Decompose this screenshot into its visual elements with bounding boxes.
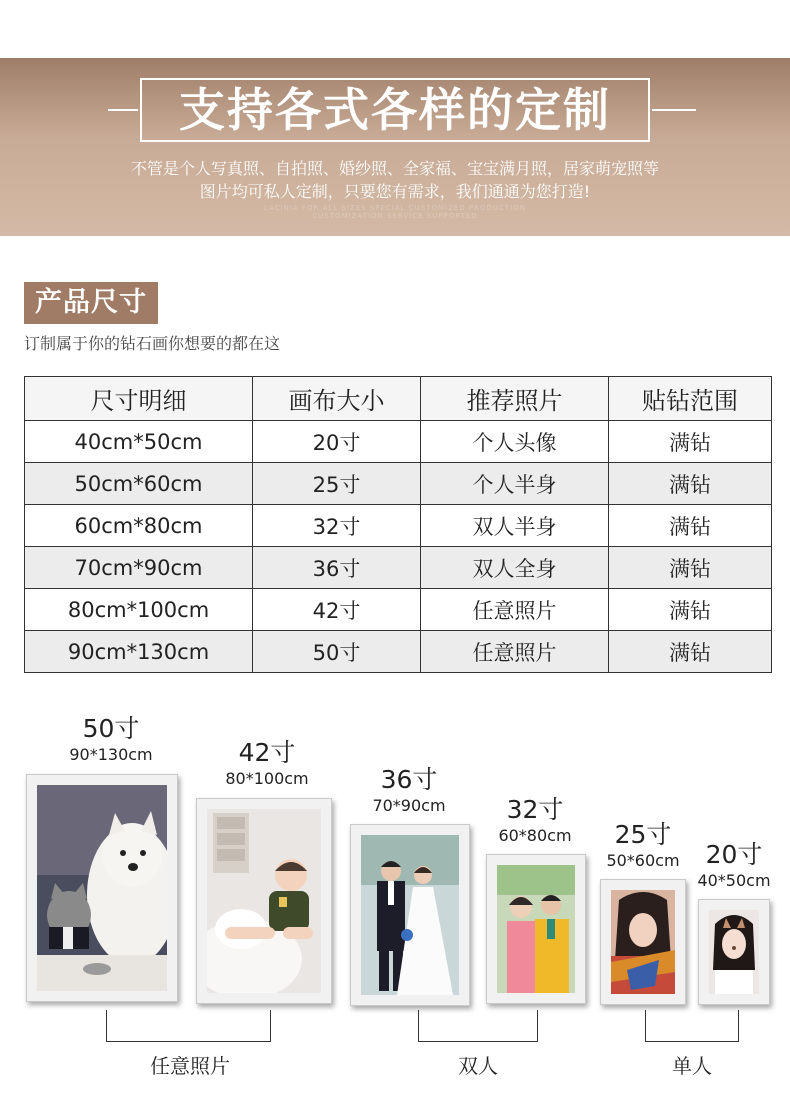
header-canvas-size: 画布大小 xyxy=(253,377,421,421)
cell-coverage: 满钻 xyxy=(609,463,772,505)
table-row xyxy=(25,631,772,673)
wedding-couple-photo xyxy=(361,835,459,995)
cell-photo-type: 个人半身 xyxy=(421,463,609,505)
frame-label-25 xyxy=(597,820,689,872)
cell-canvas: 36寸 xyxy=(253,547,421,589)
table-row xyxy=(25,505,772,547)
banner-description-line-1: 不管是个人写真照、自拍照、婚纱照、全家福、宝宝满月照，居家萌宠照等 xyxy=(130,159,659,178)
frame-cm-label: 50*60cm xyxy=(606,851,680,870)
header-size-detail: 尺寸明细 xyxy=(25,377,253,421)
cell-photo-type: 任意照片 xyxy=(421,631,609,673)
frame-inch-label: 32寸 xyxy=(506,795,564,824)
cell-size: 50cm*60cm xyxy=(25,463,253,505)
banner-right-rule xyxy=(652,109,696,111)
table-row xyxy=(25,463,772,505)
banner-left-rule xyxy=(108,109,138,111)
size-table xyxy=(24,376,772,673)
cell-canvas: 25寸 xyxy=(253,463,421,505)
frame-cm-label: 90*130cm xyxy=(69,745,153,764)
cell-size: 60cm*80cm xyxy=(25,505,253,547)
banner-title: 支持各式各样的定制 xyxy=(179,83,611,137)
header-recommended-photo: 推荐照片 xyxy=(421,377,609,421)
frame-label-20 xyxy=(690,840,778,892)
woman-half-body-photo xyxy=(611,890,675,994)
frame-50-inch xyxy=(26,774,178,1002)
cell-coverage: 满钻 xyxy=(609,505,772,547)
banner-watermark-text xyxy=(0,204,790,220)
frame-inch-label: 36寸 xyxy=(380,765,438,794)
frame-32-inch xyxy=(486,854,586,1004)
frame-label-50 xyxy=(46,714,176,766)
header-diamond-coverage: 贴钻范围 xyxy=(609,377,772,421)
group-label-single: 单人 xyxy=(672,1054,712,1078)
frame-25-inch xyxy=(600,879,686,1005)
table-header-row xyxy=(25,377,772,421)
banner-watermark-line-2: CUSTOMIZATION SERVICE SUPPORTED xyxy=(312,212,478,220)
section-title-badge: 产品尺寸 xyxy=(24,282,158,324)
cell-size: 80cm*100cm xyxy=(25,589,253,631)
frame-inch-label: 50寸 xyxy=(82,714,140,743)
cell-photo-type: 个人头像 xyxy=(421,421,609,463)
customization-banner xyxy=(0,58,790,236)
cell-canvas: 32寸 xyxy=(253,505,421,547)
cell-photo-type: 双人全身 xyxy=(421,547,609,589)
cell-canvas: 50寸 xyxy=(253,631,421,673)
frame-42-inch xyxy=(196,798,332,1004)
dog-and-cat-photo xyxy=(37,785,167,991)
cell-coverage: 满钻 xyxy=(609,589,772,631)
frame-cm-label: 60*80cm xyxy=(498,826,572,845)
cell-canvas: 42寸 xyxy=(253,589,421,631)
cell-canvas: 20寸 xyxy=(253,421,421,463)
cell-coverage: 满钻 xyxy=(609,421,772,463)
frame-inch-label: 25寸 xyxy=(614,820,672,849)
frame-cm-label: 70*90cm xyxy=(372,796,446,815)
cell-photo-type: 任意照片 xyxy=(421,589,609,631)
couple-half-body-photo xyxy=(497,865,575,993)
bracket-double xyxy=(418,1010,538,1042)
frame-label-42 xyxy=(202,738,332,790)
cell-size: 40cm*50cm xyxy=(25,421,253,463)
frame-inch-label: 20寸 xyxy=(705,840,763,869)
frame-label-36 xyxy=(354,765,464,817)
cell-coverage: 满钻 xyxy=(609,547,772,589)
cell-size: 70cm*90cm xyxy=(25,547,253,589)
section-subtitle: 订制属于你的钻石画你想要的都在这 xyxy=(24,334,281,353)
banner-description-line-2: 图片均可私人定制，只要您有需求，我们通通为您打造! xyxy=(199,182,591,201)
table-row xyxy=(25,421,772,463)
frame-cm-label: 40*50cm xyxy=(697,871,771,890)
frame-36-inch xyxy=(350,824,470,1006)
frame-inch-label: 42寸 xyxy=(238,738,296,767)
bracket-single xyxy=(645,1010,739,1042)
frame-20-inch xyxy=(698,899,770,1005)
group-label-double: 双人 xyxy=(458,1054,498,1078)
table-row xyxy=(25,547,772,589)
bracket-any-photo xyxy=(106,1010,271,1042)
cell-size: 90cm*130cm xyxy=(25,631,253,673)
cell-coverage: 满钻 xyxy=(609,631,772,673)
cell-photo-type: 双人半身 xyxy=(421,505,609,547)
group-label-any-photo: 任意照片 xyxy=(150,1054,230,1078)
frame-label-32 xyxy=(485,795,585,847)
table-row xyxy=(25,589,772,631)
banner-watermark-line-1: LACINIA FOR ALL SIZES SPECIAL CUSTOMIZED PRODUCTION xyxy=(263,204,527,212)
frame-cm-label: 80*100cm xyxy=(225,769,309,788)
baby-photo xyxy=(207,809,321,993)
woman-portrait-photo xyxy=(709,910,759,994)
